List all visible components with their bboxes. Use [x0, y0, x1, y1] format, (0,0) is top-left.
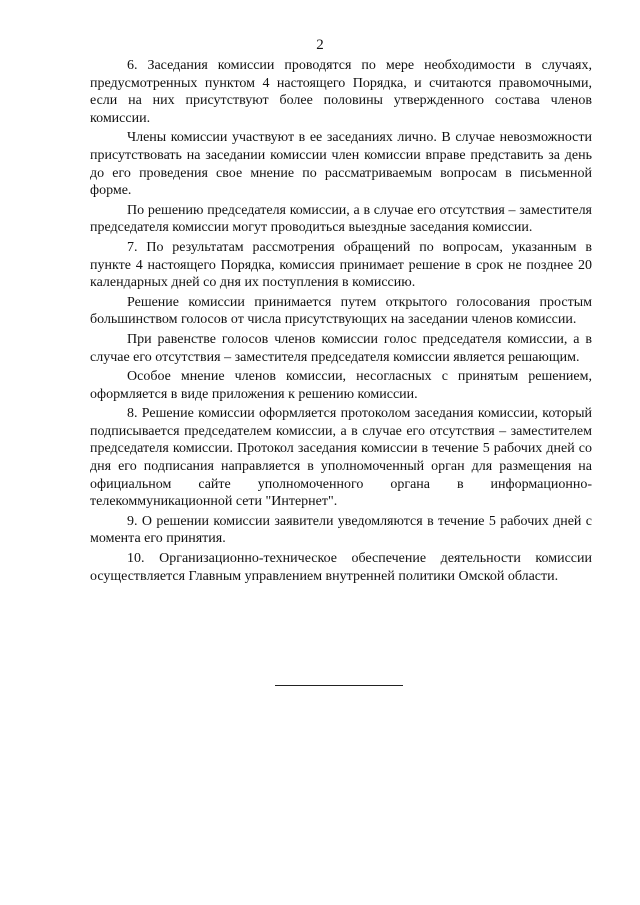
paragraph-8: 8. Решение комиссии оформляется протоколом заседания комиссии, который подписывается председателем комиссии, а в случае его отсутствия – заместителем председателя комиссии. Протокол заседания комиссии в течение 5 рабочих дней со дня его подписания направляется в уполномоченный орган для размещения на официальном сайте уполномоченного органа в информационно-телекоммуникационной сети "Интернет". — [90, 406, 592, 510]
page-number: 2 — [316, 37, 324, 53]
paragraph-tie-vote: При равенстве голосов членов комиссии голос председателя комиссии, а в случае его отсутствия – заместителя председателя комиссии является решающим. — [90, 331, 592, 365]
paragraph-9: 9. О решении комиссии заявители уведомляются в течение 5 рабочих дней с момента его принятия. — [90, 513, 592, 547]
document-body — [90, 57, 592, 587]
paragraph-members-attendance: Члены комиссии участвуют в ее заседаниях лично. В случае невозможности присутствовать на заседании комиссии член комиссии вправе представить за день до его проведения свое мнение по рассматриваемым вопросам в письменной форме. — [90, 130, 592, 199]
paragraph-offsite-meetings: По решению председателя комиссии, а в случае его отсутствия – заместителя председателя комиссии могут проводиться выездные заседания комиссии. — [90, 202, 592, 236]
paragraph-6: 6. Заседания комиссии проводятся по мере необходимости в случаях, предусмотренных пунктом 4 настоящего Порядка, и считаются правомочными, если на них присутствуют более половины утвержденного состава членов комиссии. — [90, 58, 592, 126]
paragraph-voting: Решение комиссии принимается путем открытого голосования простым большинством голосов от числа присутствующих на заседании членов комиссии. — [90, 294, 592, 328]
end-divider-line — [275, 685, 403, 686]
paragraph-10: 10. Организационно-техническое обеспечение деятельности комиссии осуществляется Главным управлением внутренней политики Омской области. — [90, 551, 592, 584]
paragraph-7: 7. По результатам рассмотрения обращений по вопросам, указанным в пункте 4 настоящего Порядка, комиссия принимает решение в срок не позднее 20 календарных дней со дня их поступления в комиссию. — [90, 239, 592, 291]
paragraph-dissenting-opinion: Особое мнение членов комиссии, несогласных с принятым решением, оформляется в виде приложения к решению комиссии. — [90, 369, 592, 402]
